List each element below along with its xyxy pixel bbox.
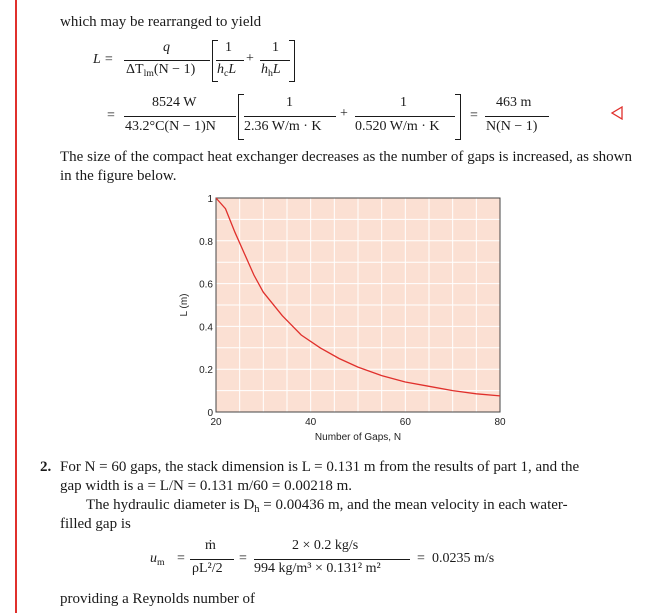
eq2-plus: + [340,106,348,121]
eq3-den2: 994 kg/m³ × 0.131² m² [254,561,381,576]
x-tick-label: 40 [305,417,317,428]
eq1-lhs: L = [93,52,114,67]
eq1-term1-num: 1 [225,40,232,55]
eq1-term2-den: $h_hL$ [261,62,281,79]
eq3-equals: = [177,551,185,566]
eq2-term1-line [244,116,336,117]
eq2-equals-2: = [470,108,478,123]
eq1-term1-den: $h_cL$ [217,62,237,79]
eq1-plus: + [246,51,254,66]
x-tick-label: 60 [399,417,411,428]
eq1-denominator: $\Delta T_{lm}(N - 1)$ [126,62,196,79]
eq2-term2-den: 0.520 W/m · K [355,119,440,134]
eq1-term2-num: 1 [272,40,279,55]
eq3-lhs: $u_m$ [150,551,165,568]
gap-length-chart [160,190,520,450]
y-tick-label: 0 [207,408,213,419]
margin-rule [15,0,17,613]
eq3-equals-2: = [239,551,247,566]
eq2-term2-num: 1 [400,95,407,110]
eq2-denominator: 43.2°C(N − 1)N [125,119,216,134]
y-tick-label: 0.4 [199,322,213,334]
eq1-term1-line [216,60,244,61]
y-tick-label: 1 [207,194,213,205]
item-2-number: 2. [40,459,52,475]
item-2-line-3: The hydraulic diameter is $D_h = 0.00436$ m, and the mean velocity in each water- [86,497,568,515]
eq2-result-den: N(N − 1) [486,119,538,134]
intro-text: which may be rearranged to yield [60,14,262,30]
eq3-line2 [254,559,410,560]
x-tick-label: 20 [210,417,222,428]
x-tick-label: 80 [494,417,506,428]
paragraph-figure-intro: The size of the compact heat exchanger decreases as the number of gaps is increased, as shown in the figure below. [60,149,632,184]
closing-text: providing a Reynolds number of [60,591,255,607]
y-tick-label: 0.6 [199,279,213,291]
item-2-line-4: filled gap is [60,516,131,532]
eq1-term2-line [260,60,290,61]
eq3-line1 [190,559,234,560]
eq2-term1-num: 1 [286,95,293,110]
eq2-result-line [485,116,549,117]
eq3-den1: ρL²/2 [192,561,223,576]
y-tick-label: 0.8 [199,236,213,248]
eq3-equals-3: = [417,551,425,566]
item-2-line-2: gap width is a = L/N = 0.131 m/60 = 0.00218 m. [60,478,353,494]
item-2-line-1: For N = 60 gaps, the stack dimension is L = 0.131 m from the results of part 1, and the [60,459,580,475]
x-axis-label: Number of Gaps, N [314,432,402,443]
eq2-fraction-line [124,116,236,117]
eq2-right-bracket [455,94,461,140]
eq2-result-num: 463 m [496,95,532,110]
y-tick-label: 0.2 [199,365,213,377]
triangle-left-icon[interactable] [610,106,624,120]
eq3-num1: ṁ [205,538,216,553]
eq2-equals: = [107,108,115,123]
eq2-term1-den: 2.36 W/m · K [244,119,322,134]
eq3-result: 0.0235 m/s [432,551,495,566]
eq2-term2-line [355,116,455,117]
eq1-right-bracket [289,40,295,82]
eq3-num2: 2 × 0.2 kg/s [292,538,359,553]
eq1-numerator: q [163,40,170,55]
y-axis-label: L (m) [179,293,190,317]
eq2-numerator: 8524 W [152,95,197,110]
eq1-fraction-line [124,60,210,61]
